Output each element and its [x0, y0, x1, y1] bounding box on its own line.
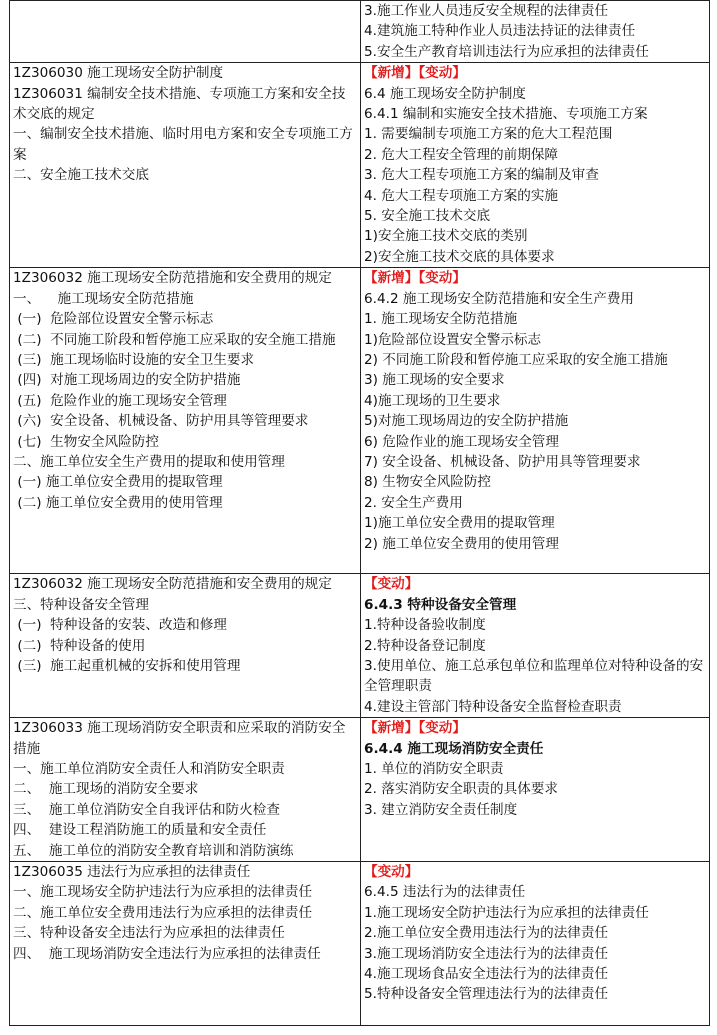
old-syllabus-cell [10, 574, 361, 718]
old-syllabus-line: (一) 危险部位设置安全警示标志 [13, 311, 214, 328]
new-syllabus-line: 4.建设主管部门特种设备安全监督检查职责 [364, 698, 622, 715]
table-row [10, 718, 710, 862]
old-syllabus-cell [10, 861, 361, 1025]
old-syllabus-line: 二、施工单位安全费用违法行为应承担的法律责任 [13, 904, 313, 921]
new-syllabus-cell [361, 718, 710, 862]
new-syllabus-line: 1)施工单位安全费用的提取管理 [364, 515, 555, 532]
new-syllabus-line: 1.特种设备验收制度 [364, 617, 486, 634]
old-syllabus-cell [10, 718, 361, 862]
old-syllabus-line: (二) 施工单位安全费用的使用管理 [13, 494, 223, 511]
old-syllabus-cell [10, 63, 361, 268]
table-row [10, 574, 710, 718]
table-row [10, 1, 710, 63]
change-tag: 【新增】【变动】 [364, 270, 466, 287]
new-syllabus-line: 3) 施工现场的安全要求 [364, 372, 505, 389]
new-syllabus-cell [361, 861, 710, 1025]
change-tag: 【变动】 [364, 576, 419, 593]
old-syllabus-line: (六) 安全设备、机械设备、防护用具等管理要求 [13, 413, 309, 430]
old-syllabus-line: (一) 特种设备的安装、改造和修理 [13, 617, 227, 634]
new-syllabus-line: 1)危险部位设置安全警示标志 [364, 331, 542, 348]
new-syllabus-line: 6.4.5 违法行为的法律责任 [364, 884, 526, 901]
old-syllabus-line: 一、施工现场安全防护违法行为应承担的法律责任 [13, 884, 313, 901]
new-syllabus-line: 2. 危大工程安全管理的前期保障 [364, 146, 559, 163]
old-syllabus-line: 三、特种设备安全违法行为应承担的法律责任 [13, 925, 285, 942]
old-syllabus-line: 三、特种设备安全管理 [13, 596, 149, 613]
old-syllabus-line: (二) 特种设备的使用 [13, 637, 146, 654]
new-syllabus-cell [361, 268, 710, 574]
new-syllabus-line: 1. 需要编制专项施工方案的危大工程范围 [364, 126, 613, 143]
old-syllabus-line: (四) 对施工现场周边的安全防护措施 [13, 372, 241, 389]
new-syllabus-line: 2.特种设备登记制度 [364, 637, 486, 654]
old-syllabus-line: 二、 施工现场的消防安全要求 [13, 781, 199, 798]
new-syllabus-line: 2) 不同施工阶段和暂停施工应采取的安全施工措施 [364, 351, 668, 368]
old-syllabus-cell [10, 1, 361, 63]
new-syllabus-line: 3. 危大工程专项施工方案的编制及审查 [364, 167, 599, 184]
old-syllabus-line: (七) 生物安全风险防控 [13, 433, 159, 450]
new-syllabus-line: 6) 危险作业的施工现场安全管理 [364, 433, 559, 450]
new-syllabus-line: 6.4 施工现场安全防护制度 [364, 85, 526, 102]
new-syllabus-line: 6.4.3 特种设备安全管理 [364, 596, 517, 613]
old-syllabus-line: 1Z306031 编制安全技术措施、专项施工方案和安全技术交底的规定 [13, 85, 346, 123]
new-syllabus-line: 1. 施工现场安全防范措施 [364, 311, 518, 328]
old-syllabus-cell [10, 268, 361, 574]
new-syllabus-cell [361, 1, 710, 63]
new-syllabus-line: 1.施工现场安全防护违法行为应承担的法律责任 [364, 904, 649, 921]
old-syllabus-line: 1Z306030 施工现场安全防护制度 [13, 65, 224, 82]
old-syllabus-line: 1Z306032 施工现场安全防范措施和安全费用的规定 [13, 576, 332, 593]
new-syllabus-line: 4.建筑施工特种作业人员违法持证的法律责任 [364, 23, 636, 40]
new-syllabus-line: 3.使用单位、施工总承包单位和监理单位对特种设备的安全管理职责 [364, 657, 704, 695]
old-syllabus-line: 五、 施工单位的消防安全教育培训和消防演练 [13, 842, 294, 859]
new-syllabus-line: 2.施工单位安全费用违法行为的法律责任 [364, 925, 609, 942]
new-syllabus-cell [361, 574, 710, 718]
old-syllabus-line: (五) 危险作业的施工现场安全管理 [13, 392, 227, 409]
comparison-table [9, 0, 710, 1026]
table-body [10, 1, 710, 1026]
new-syllabus-line: 5.特种设备安全管理违法行为的法律责任 [364, 986, 609, 1003]
new-syllabus-line: 1. 单位的消防安全职责 [364, 760, 504, 777]
old-syllabus-line: 三、 施工单位消防安全自我评估和防火检查 [13, 801, 280, 818]
change-tag: 【新增】【变动】 [364, 720, 466, 737]
new-syllabus-line: 2. 落实消防安全职责的具体要求 [364, 781, 559, 798]
new-syllabus-line: 5.安全生产教育培训违法行为应承担的法律责任 [364, 43, 649, 60]
change-tag: 【变动】 [364, 863, 419, 880]
old-syllabus-line: (二) 不同施工阶段和暂停施工应采取的安全施工措施 [13, 331, 336, 348]
new-syllabus-line: 5. 安全施工技术交底 [364, 208, 491, 225]
old-syllabus-line: 二、安全施工技术交底 [13, 167, 149, 184]
old-syllabus-line: 一、 施工现场安全防范措施 [13, 290, 194, 307]
old-syllabus-line: 1Z306032 施工现场安全防范措施和安全费用的规定 [13, 270, 332, 287]
new-syllabus-line: 3.施工现场消防安全违法行为的法律责任 [364, 945, 609, 962]
new-syllabus-line: 2) 施工单位安全费用的使用管理 [364, 535, 559, 552]
old-syllabus-line: (三) 施工现场临时设施的安全卫生要求 [13, 351, 255, 368]
new-syllabus-line: 4. 危大工程专项施工方案的实施 [364, 187, 559, 204]
new-syllabus-line: 6.4.2 施工现场安全防范措施和安全生产费用 [364, 290, 635, 307]
new-syllabus-line: 6.4.1 编制和实施安全技术措施、专项施工方案 [364, 106, 648, 123]
old-syllabus-line: 四、 施工现场消防安全违法行为应承担的法律责任 [13, 945, 321, 962]
old-syllabus-line: (一) 施工单位安全费用的提取管理 [13, 474, 223, 491]
new-syllabus-line: 5)对施工现场周边的安全防护措施 [364, 413, 569, 430]
new-syllabus-line: 4.施工现场食品安全违法行为的法律责任 [364, 966, 609, 982]
new-syllabus-line: 7) 安全设备、机械设备、防护用具等管理要求 [364, 453, 641, 470]
old-syllabus-line: 一、编制安全技术措施、临时用电方案和安全专项施工方案 [13, 126, 353, 163]
new-syllabus-line: 1)安全施工技术交底的类别 [364, 228, 528, 245]
table-row [10, 63, 710, 268]
table-row [10, 861, 710, 1025]
new-syllabus-line: 4)施工现场的卫生要求 [364, 392, 501, 409]
old-syllabus-line: 四、 建设工程消防施工的质量和安全责任 [13, 822, 267, 839]
new-syllabus-line: 3.施工作业人员违反安全规程的法律责任 [364, 3, 609, 19]
old-syllabus-line: 1Z306033 施工现场消防安全职责和应采取的消防安全措施 [13, 720, 346, 757]
old-syllabus-line: (三) 施工起重机械的安拆和使用管理 [13, 657, 241, 674]
old-syllabus-line: 二、施工单位安全生产费用的提取和使用管理 [13, 453, 285, 470]
old-syllabus-line: 1Z306035 违法行为应承担的法律责任 [13, 863, 251, 880]
new-syllabus-line: 6.4.4 施工现场消防安全责任 [364, 740, 544, 757]
new-syllabus-line: 2)安全施工技术交底的具体要求 [364, 248, 555, 265]
new-syllabus-line: 8) 生物安全风险防控 [364, 474, 492, 491]
new-syllabus-line: 3. 建立消防安全责任制度 [364, 801, 518, 818]
table-row [10, 268, 710, 574]
change-tag: 【新增】【变动】 [364, 65, 466, 82]
new-syllabus-line: 2. 安全生产费用 [364, 494, 463, 511]
old-syllabus-line: 一、施工单位消防安全责任人和消防安全职责 [13, 760, 285, 777]
new-syllabus-cell [361, 63, 710, 268]
